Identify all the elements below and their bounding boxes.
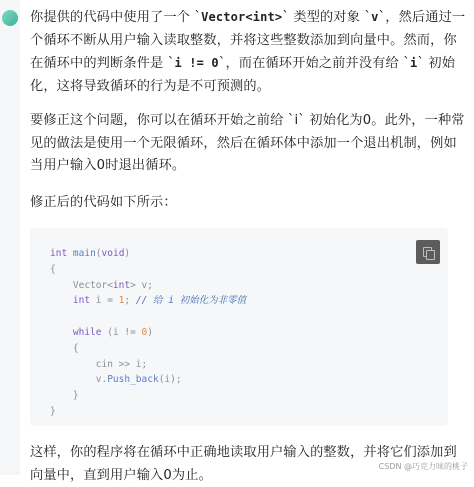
code-line: } (50, 390, 79, 402)
text-segment: 你提供的代码中使用了一个 ` (30, 10, 202, 25)
copy-icon (423, 247, 433, 258)
text-segment: ` 类型的对象 ` (282, 10, 372, 25)
code-block (30, 228, 448, 426)
code-line: v.Push_back(i); (50, 374, 182, 386)
message-paragraph-3: 修正后的代码如下所示： (30, 194, 177, 210)
assistant-avatar-icon (2, 10, 18, 26)
code-line: cin >> i; (50, 358, 148, 370)
chat-gutter (0, 0, 20, 475)
inline-code: i (409, 56, 418, 70)
code-line: { (50, 342, 79, 354)
text-segment: ` 初始化，这将导致循环的行为是不可预测的。 (30, 56, 456, 94)
inline-code: i != 0 (174, 56, 219, 70)
code-line: } (50, 405, 56, 417)
inline-code: Vector<int> (201, 10, 283, 24)
code-content (50, 246, 246, 420)
text-segment: `，然后通过一个循环不断从用户输入读取整数，并将这些整数添加到向量中。然而，你在循环中的判断条件是 ` (30, 10, 466, 71)
code-line: Vector<int> v; (50, 279, 153, 291)
message-paragraph-2: 要修正这个问题，你可以在循环开始之前给 `i` 初始化为0。此外，一种常见的做法是使用一个无限循环，然后在循环体中添加一个退出机制，例如当用户输入0时退出循环。 (30, 113, 465, 173)
message-paragraph-4: 这样，你的程序将在循环中正确地读取用户输入的整数，并将它们添加到向量中，直到用户输入0为止。 (30, 445, 457, 483)
watermark: CSDN @巧克力味的桃子 (378, 462, 468, 471)
code-line: int i = 1; // 给 i 初始化为非零值 (72, 295, 247, 307)
code-line: int main(void) (50, 248, 131, 259)
assistant-message (30, 6, 470, 487)
code-line: { (50, 263, 56, 275)
message-paragraph-1 (30, 6, 470, 98)
text-segment: `，而在循环开始之前并没有给 ` (218, 56, 410, 71)
code-line: while (i != 0) (72, 326, 154, 338)
copy-button[interactable] (416, 240, 440, 264)
inline-code: v (371, 10, 379, 24)
